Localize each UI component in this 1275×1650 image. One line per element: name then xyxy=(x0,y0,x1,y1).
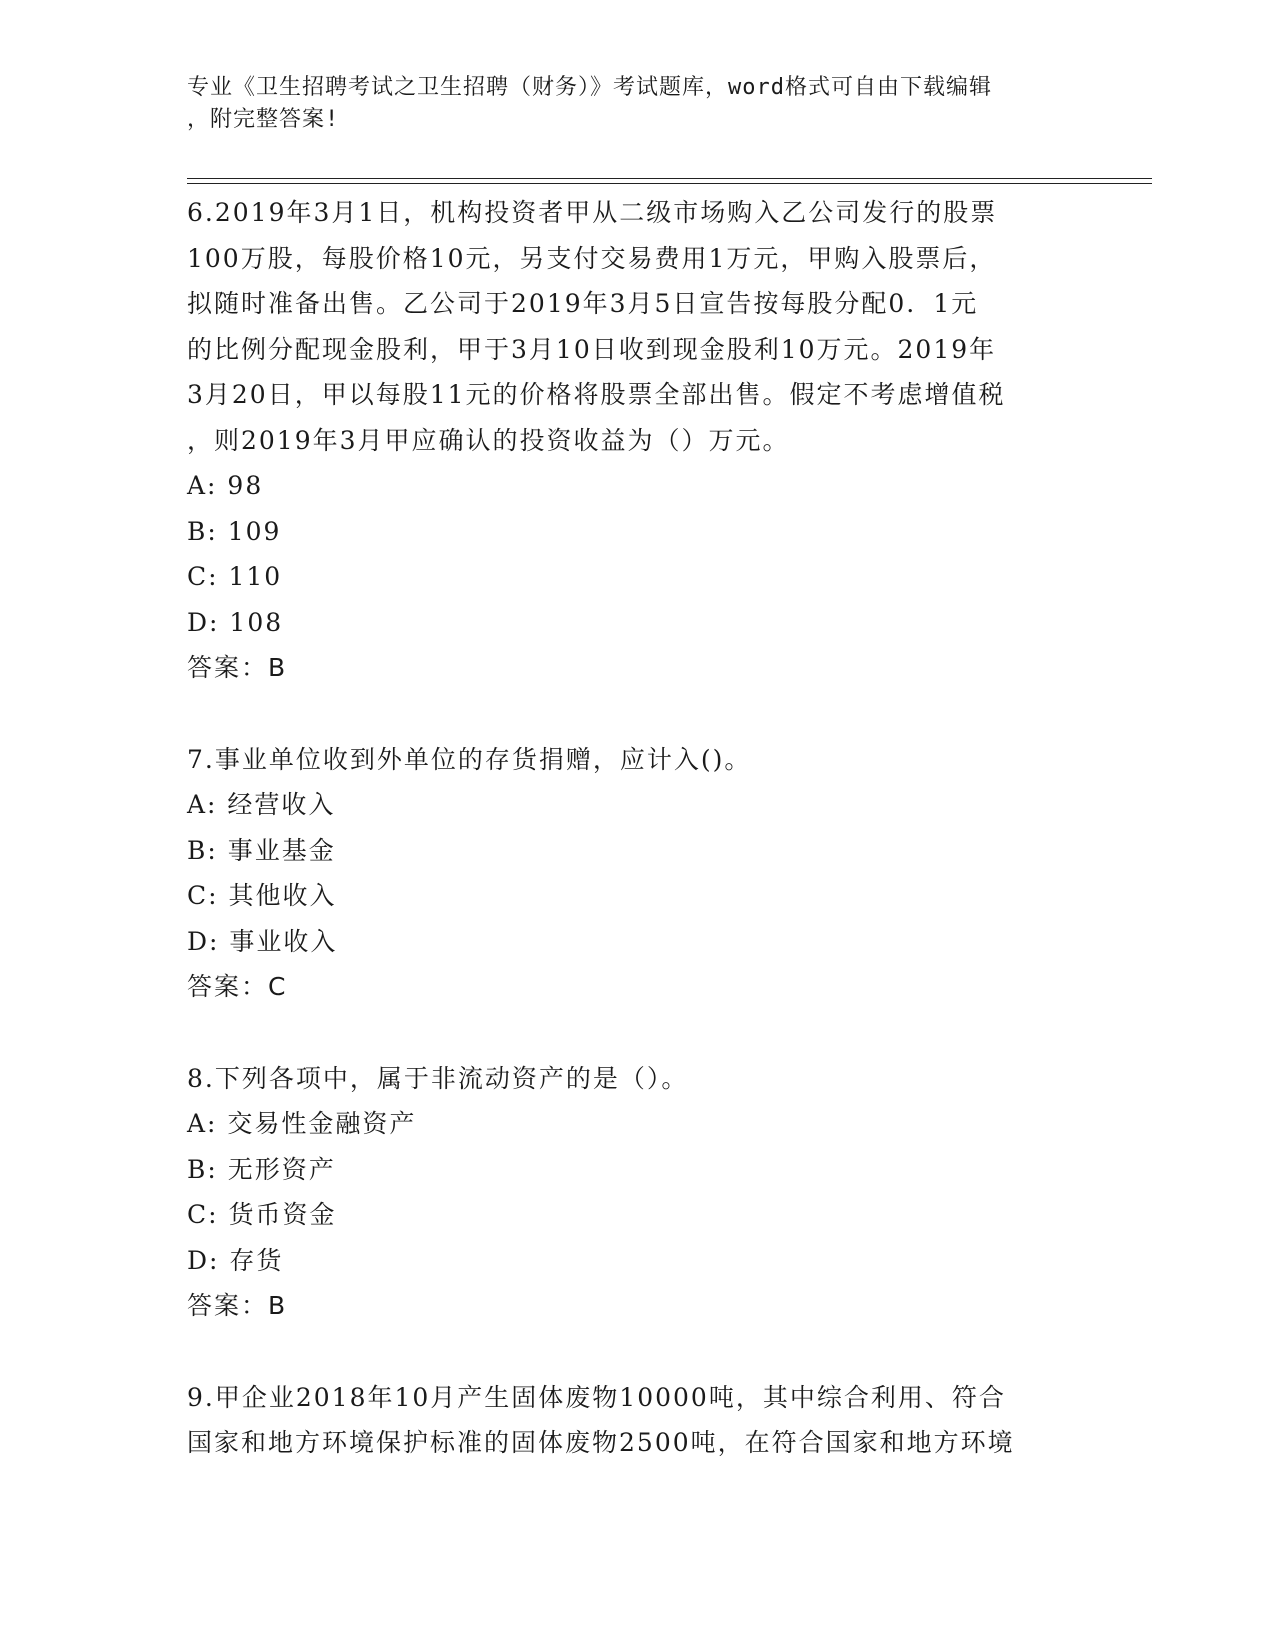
question-7 xyxy=(187,737,1087,1010)
option-b: B: 109 xyxy=(187,516,282,546)
header-divider-top xyxy=(187,178,1152,179)
question-list xyxy=(187,190,1087,1512)
option-a: A: 经营收入 xyxy=(187,790,336,819)
option-d: D: 事业收入 xyxy=(187,926,338,956)
stem-line: 国家和地方环境保护标准的固体废物2500吨，在符合国家和地方环境 xyxy=(187,1428,1015,1457)
question-stem xyxy=(187,1375,1087,1466)
stem-line: 100万股，每股价格10元，另支付交易费用1万元，甲购入股票后， xyxy=(187,243,997,273)
option-d: D: 存货 xyxy=(187,1245,284,1275)
option-b: B: 无形资产 xyxy=(187,1154,336,1184)
question-stem xyxy=(187,1056,1087,1102)
stem-line: ，则2019年3月甲应确认的投资收益为（）万元。 xyxy=(187,425,790,455)
stem-line: 6.2019年3月1日，机构投资者甲从二级市场购入乙公司发行的股票 xyxy=(187,198,998,227)
answer: 答案：B xyxy=(187,653,288,682)
option-a: A: 交易性金融资产 xyxy=(187,1109,417,1138)
option-a: A: 98 xyxy=(187,471,264,500)
stem-line: 3月20日，甲以每股11元的价格将股票全部出售。假定不考虑增值税 xyxy=(187,380,1006,409)
header-line-1: 专业《卫生招聘考试之卫生招聘（财务）》考试题库，word格式可自由下载编辑 xyxy=(187,75,992,100)
option-c: C: 货币资金 xyxy=(187,1200,337,1229)
stem-line: 9.甲企业2018年10月产生固体废物10000吨，其中综合利用、符合 xyxy=(187,1382,1006,1412)
stem-line: 7.事业单位收到外单位的存货捐赠，应计入()。 xyxy=(187,744,752,774)
document-header xyxy=(187,72,1067,136)
stem-line: 的比例分配现金股利，甲于3月10日收到现金股利10万元。2019年 xyxy=(187,334,997,364)
question-stem xyxy=(187,190,1087,463)
stem-line: 8.下列各项中，属于非流动资产的是（）。 xyxy=(187,1063,689,1093)
answer: 答案：C xyxy=(187,972,288,1001)
option-c: C: 110 xyxy=(187,562,283,591)
header-line-2: ，附完整答案! xyxy=(187,107,340,132)
option-b: B: 事业基金 xyxy=(187,835,336,865)
question-stem xyxy=(187,737,1087,783)
stem-line: 拟随时准备出售。乙公司于2019年3月5日宣告按每股分配0．1元 xyxy=(187,289,979,318)
option-d: D: 108 xyxy=(187,607,284,637)
answer: 答案：B xyxy=(187,1291,288,1320)
question-9 xyxy=(187,1375,1087,1466)
header-divider-bottom xyxy=(187,183,1152,184)
option-c: C: 其他收入 xyxy=(187,881,337,910)
question-6 xyxy=(187,190,1087,691)
question-8 xyxy=(187,1056,1087,1329)
